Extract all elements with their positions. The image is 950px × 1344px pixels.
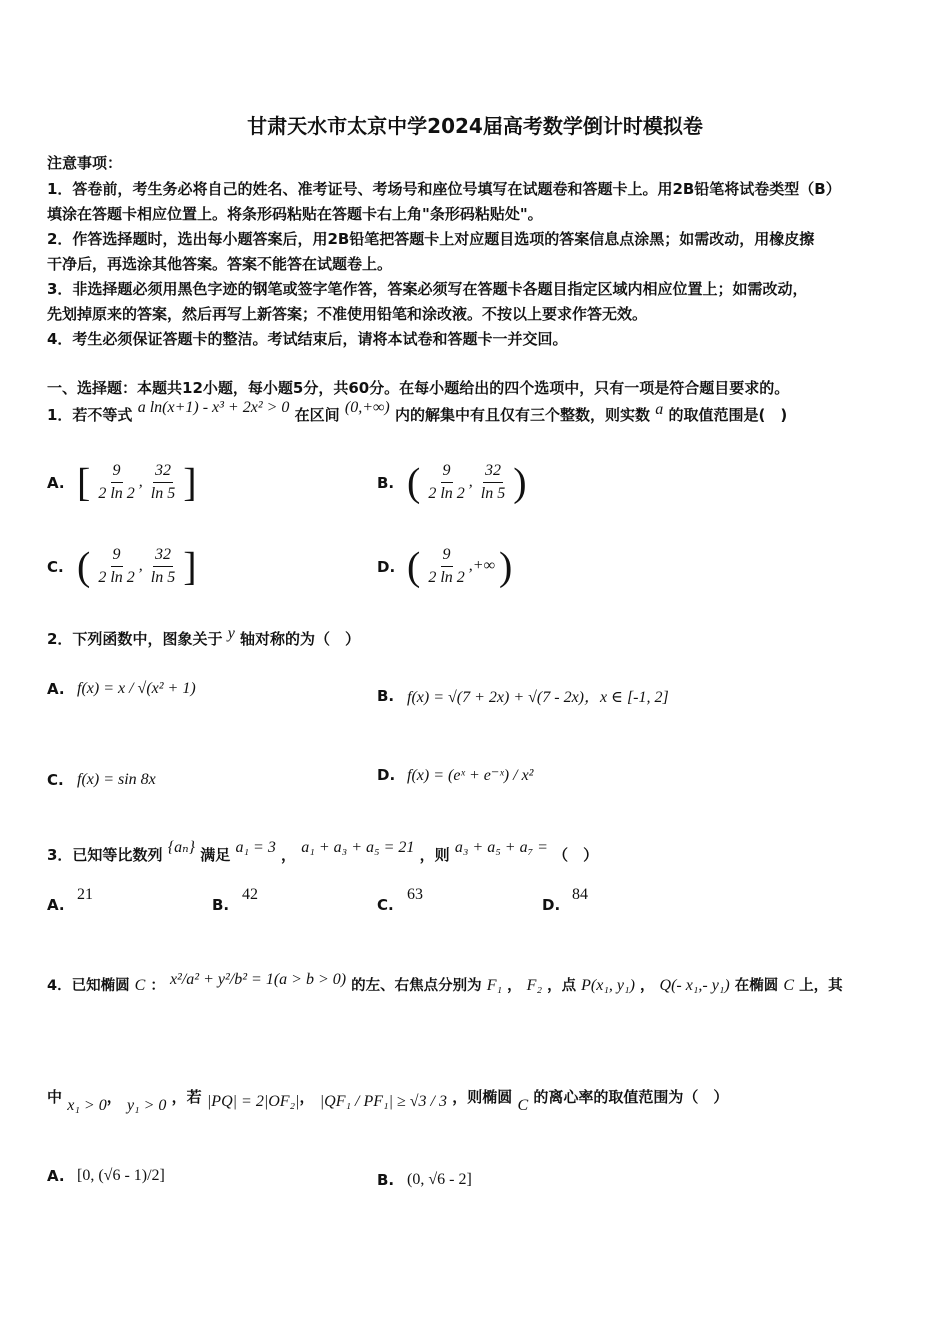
option-value: 21 [77,886,93,903]
q1-option-c[interactable]: C. ( $\frac{9}{2 \ln 2}$ , $\frac{32}{\ln 5}$ ] [47,543,197,589]
q3-text: 满足 [200,846,231,864]
fraction-numerator: 9 [441,544,453,567]
q4-prefix: 4．已知椭圆 [47,978,130,994]
q3-prefix: 3．已知等比数列 [47,846,163,864]
q4-text: 在椭圆 [734,978,779,994]
q4-point-p: P(x₁, y₁) [581,977,635,994]
q4-ellipse-name: C [517,1097,529,1114]
q1-text: 内的解集中有且仅有三个整数，则实数 [394,406,650,424]
q3-option-a[interactable] [47,886,93,914]
q3-text: ， [281,846,297,864]
q1-option-b[interactable]: B. ( $\frac{9}{2 \ln 2}$ , $\frac{32}{\ln 5}$ ) [377,459,527,505]
option-formula: (0, √6 - 2] [407,1171,472,1188]
notice-heading: 注意事项： [47,154,123,172]
q4-text: 的左、右焦点分别为 [351,978,482,994]
q1-inequality: a ln(x+1) - x³ + 2x² > 0 [137,399,290,416]
bracket: ) [513,459,527,505]
infinity-value: +∞ [472,557,495,575]
option-label: D. [377,557,396,576]
bracket: ( [77,543,91,589]
option-label: A. [47,680,65,698]
q4-text: ，若 [171,1088,202,1106]
fraction-numerator: 9 [111,544,123,567]
option-label: D. [542,896,561,914]
q4-condition: |PQ| = 2|OF₂| [206,1093,300,1110]
option-formula: f(x) = (eˣ + e⁻ˣ) / x² [407,767,534,784]
q3-sequence: {aₙ} [167,839,195,856]
question-4-line-2: 中 x₁ > 0， y₁ > 0 ，若 |PQ| = 2|OF₂|， |QF₁ / PF₁| ≥ √3 / 3 ，则椭圆 C 的离心率的取值范围为（ ） [47,1088,729,1114]
q3-option-c[interactable] [377,886,423,914]
bracket: ] [183,459,197,505]
question-4 [47,971,843,995]
q4-text: 上，其 [799,978,843,994]
q4-text: ： [150,978,165,994]
notice-line: 3．非选择题必须用黑色字迹的钢笔或签字笔作答，答案必须写在答题卡各题目指定区域内相应位置上；如需改动， [47,280,808,298]
option-label: A. [47,896,65,914]
fraction-numerator: 9 [441,460,453,483]
option-label: B. [377,686,395,705]
q3-ask: a₃ + a₅ + a₇ = [454,839,548,856]
option-value: 63 [407,886,423,903]
q3-condition: a₁ = 3 [235,839,276,856]
q4-suffix: 的离心率的取值范围为（ ） [533,1088,729,1106]
option-label: A. [47,473,65,492]
bracket: ) [498,543,513,589]
q1-interval: (0,+∞) [344,399,390,416]
q3-option-d[interactable] [542,886,588,914]
notice-line: 填涂在答题卡相应位置上。将条形码粘贴在答题卡右上角"条形码粘贴处"。 [47,205,543,223]
fraction-numerator: 32 [153,544,173,567]
notice-line: 先划掉原来的答案，然后再写上新答案；不准使用铅笔和涂改液。不按以上要求作答无效。 [47,305,648,323]
q2-option-c[interactable] [47,771,156,789]
option-formula: f(x) = x / √(x² + 1) [77,680,196,697]
page-title: 甘肃天水市太京中学2024届高考数学倒计时模拟卷 [247,114,703,138]
option-label: C. [47,557,64,576]
question-2 [47,625,361,649]
q1-prefix: 1．若不等式 [47,406,133,424]
q4-option-b[interactable] [377,1171,472,1189]
q2-option-a[interactable] [47,680,196,698]
notice-line: 干净后，再选涂其他答案。答案不能答在试题卷上。 [47,255,393,273]
option-value: 84 [572,886,588,903]
notice-line: 2．作答选择题时，选出每小题答案后，用2B铅笔把答题卡上对应题目选项的答案信息点涂黑；如需改动，用橡皮擦 [47,230,815,248]
fraction-numerator: 32 [153,460,173,483]
fraction-denominator: ln 5 [480,485,506,502]
q4-ellipse-equation: x²/a² + y²/b² = 1(a > b > 0) [169,971,347,988]
option-label: B. [377,473,395,492]
option-formula: f(x) = sin 8x [77,771,156,788]
q2-prefix: 2．下列函数中，图象关于 [47,630,223,648]
fraction-denominator: 2 ln 2 [428,485,465,502]
notice-line: 1．答卷前，考生务必将自己的姓名、准考证号、考场号和座位号填写在试题卷和答题卡上。用2B铅笔将试卷类型（B） [47,180,841,198]
q4-text: ， [507,978,522,994]
q1-suffix: 的取值范围是( ) [668,406,788,424]
option-label: B. [377,1171,395,1189]
section-heading: 一、选择题：本题共12小题，每小题5分，共60分。在每小题给出的四个选项中，只有一项是符合题目要求的。 [47,379,790,397]
q2-option-d[interactable] [377,765,533,785]
option-label: A. [47,1167,65,1185]
q4-focus-2: F₂ [526,977,543,994]
q1-text: 在区间 [294,406,340,424]
q1-option-a[interactable]: A. [ $\frac{9}{2 \ln 2}$ , $\frac{32}{\ln 5}$ ] [47,459,197,505]
option-formula: [0, (√6 - 1)/2] [77,1167,165,1184]
q2-suffix: 轴对称的为（ ） [240,630,361,648]
q2-option-b[interactable] [377,684,669,707]
option-formula: f(x) = √(7 + 2x) + √(7 - 2x)，x ∈ [-1, 2] [407,689,669,706]
option-value: 42 [242,886,258,903]
q2-var: y [227,625,235,642]
fraction-denominator: ln 5 [150,569,176,586]
q3-option-b[interactable] [212,886,258,914]
fraction-numerator: 9 [111,460,123,483]
q4-ellipse-name: C [134,977,146,994]
bracket: ] [183,543,197,589]
q4-focus-1: F₁ [486,977,503,994]
q4-condition: x₁ > 0 [67,1097,107,1114]
q1-option-d[interactable]: D. ( $\frac{9}{2 \ln 2}$ ,+∞ ) [377,543,513,589]
q1-var: a [655,401,664,418]
q3-text: ，则 [419,846,450,864]
q4-text: ， [639,978,655,994]
bracket: [ [77,459,91,505]
fraction-denominator: ln 5 [150,485,176,502]
fraction-denominator: 2 ln 2 [98,569,135,586]
question-3 [47,839,599,865]
option-label: D. [377,766,396,784]
q3-suffix: （ ） [553,846,599,864]
fraction-denominator: 2 ln 2 [98,485,135,502]
fraction-numerator: 32 [483,460,503,483]
option-label: B. [212,896,230,914]
question-1 [47,399,788,425]
q4-ellipse-name: C [783,977,795,994]
q4-point-q: Q(- x₁,- y₁) [659,977,730,994]
fraction-denominator: 2 ln 2 [428,569,465,586]
notice-line: 4．考生必须保证答题卡的整洁。考试结束后，请将本试卷和答题卡一并交回。 [47,330,568,348]
q3-condition: a₁ + a₃ + a₅ = 21 [301,839,415,856]
q4-option-a[interactable] [47,1167,165,1185]
q4-text: 中 [47,1088,63,1106]
q4-condition: |QF₁ / PF₁| ≥ √3 / 3 [319,1093,447,1110]
bracket: ( [407,459,421,505]
q4-text: ，点 [547,978,577,994]
q4-text: ，则椭圆 [452,1088,513,1106]
option-label: C. [377,896,394,914]
q4-condition: y₁ > 0 [126,1097,167,1114]
bracket: ( [407,543,421,589]
option-label: C. [47,771,64,789]
